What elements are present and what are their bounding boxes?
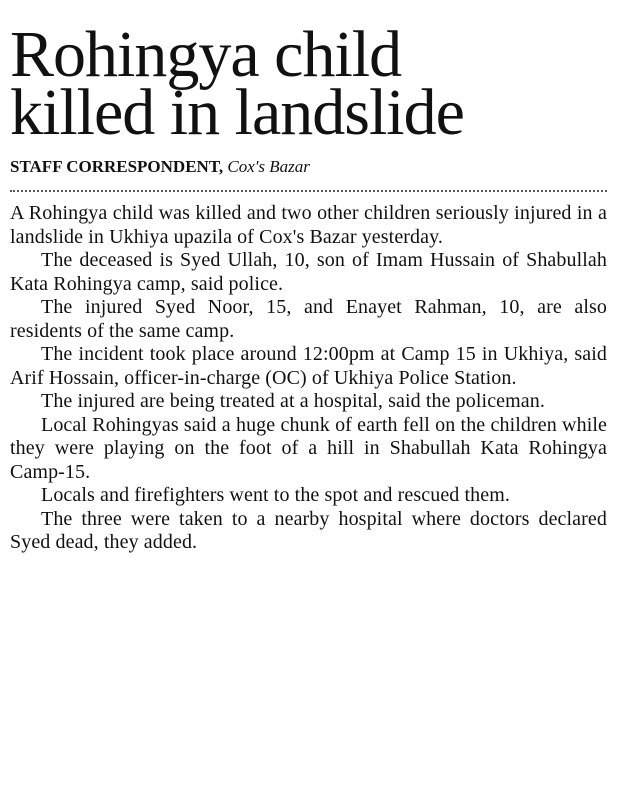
paragraph: The three were taken to a nearby hospital where doctors declared Syed dead, they added. (10, 507, 607, 553)
byline-place: Cox's Bazar (227, 157, 310, 176)
paragraph: A Rohingya child was killed and two other children seriously injured in a landslide in Ukhiya upazila of Cox's Bazar yesterday. (10, 202, 607, 248)
article-body (10, 202, 607, 555)
paragraph: The injured are being treated at a hospital, said the policeman. (41, 390, 545, 412)
dotted-divider (10, 190, 607, 192)
paragraph: The deceased is Syed Ullah, 10, son of Imam Hussain of Shabullah Kata Rohingya camp, said police. (10, 249, 607, 295)
headline-line-1: Rohingya child (10, 18, 402, 91)
paragraph: The injured Syed Noor, 15, and Enayet Rahman, 10, are also residents of the same camp. (10, 296, 607, 342)
paragraph: The incident took place around 12:00pm at Camp 15 in Ukhiya, said Arif Hossain, officer-in-charge (OC) of Ukhiya Police Station. (10, 343, 607, 389)
byline (10, 156, 607, 178)
headline-line-2: killed in landslide (10, 76, 464, 149)
paragraph: Locals and firefighters went to the spot and rescued them. (41, 484, 510, 506)
byline-author: STAFF CORRESPONDENT, (10, 157, 224, 176)
headline (10, 0, 607, 149)
paragraph: Local Rohingyas said a huge chunk of earth fell on the children while they were playing on the foot of a hill in Shabullah Kata Rohingya Camp-15. (10, 413, 607, 483)
